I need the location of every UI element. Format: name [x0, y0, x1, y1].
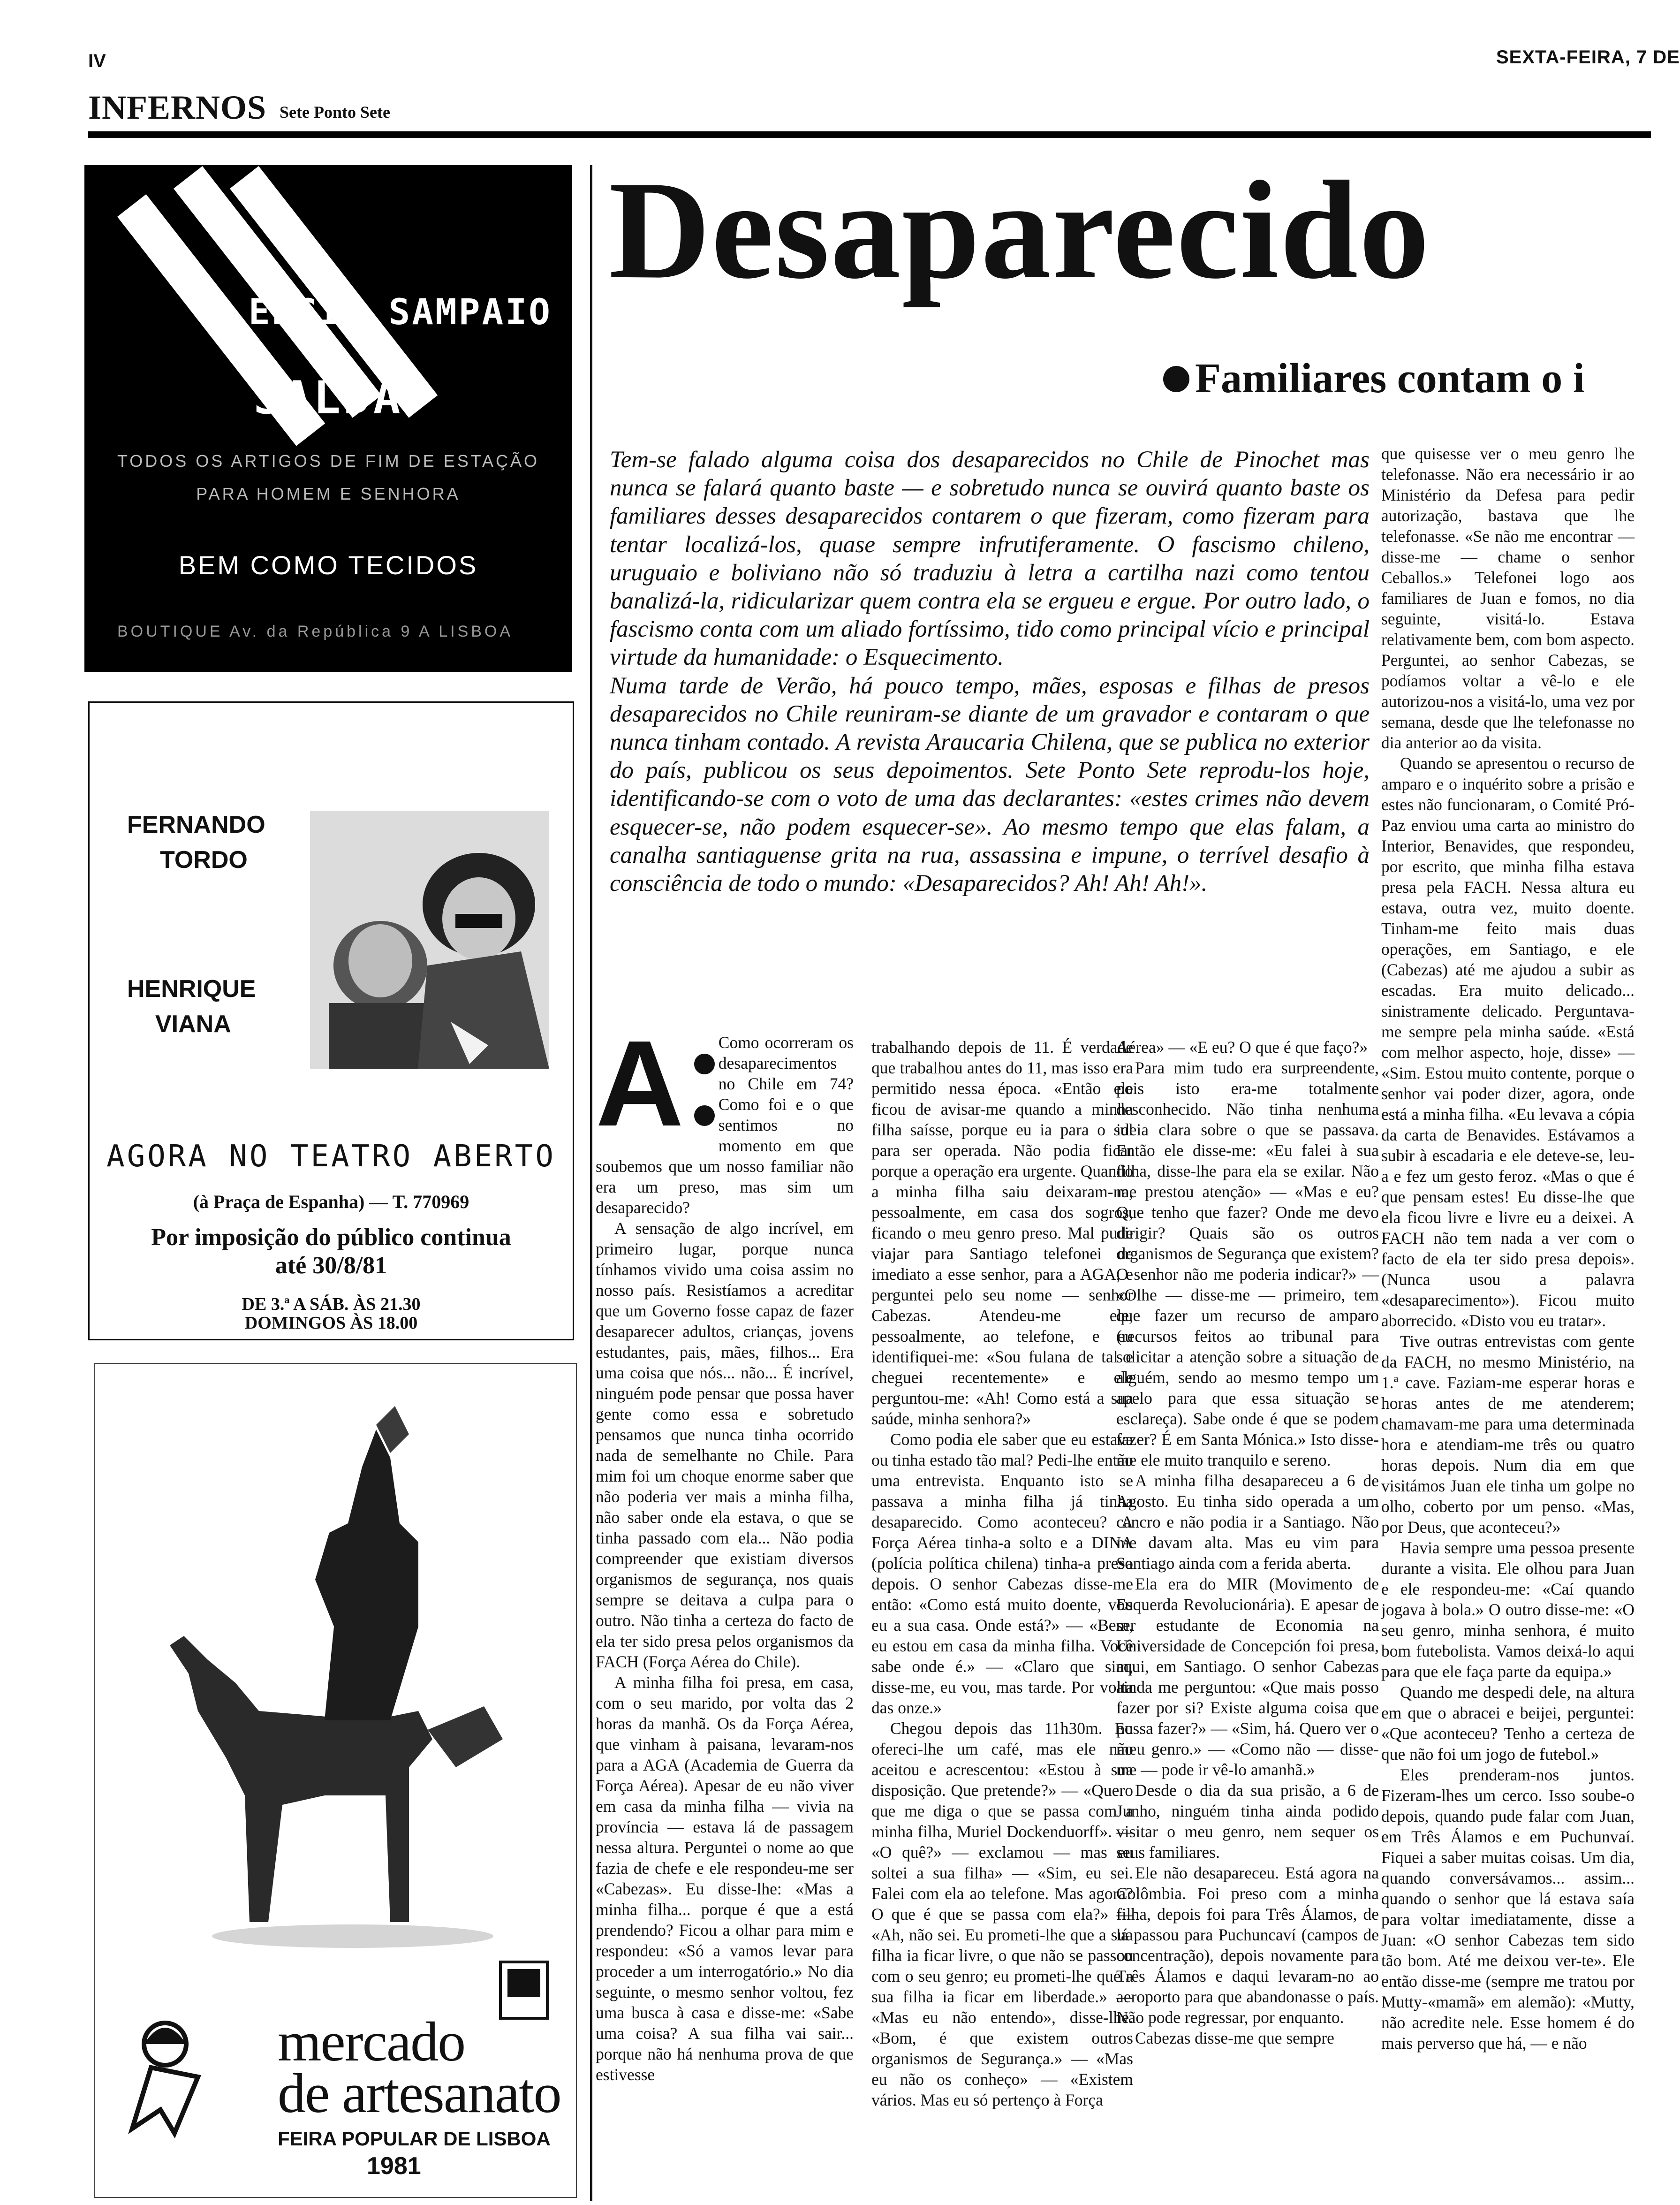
ad-mercado: [94, 1363, 577, 2198]
article-paragraph: A minha filha desapareceu a 6 de Agosto. Eu tinha sido operada a um cancro e não podia ir a Santiago. Não me davam alta. Mas eu vim para Santiago ainda com a ferida aberta.: [1116, 1471, 1379, 1573]
section-subtitle: Sete Ponto Sete: [280, 103, 390, 122]
ad-line: PARA HOMEM E SENHORA: [196, 484, 461, 503]
article-column-2: [871, 1037, 1133, 2110]
colon-icon: [690, 1041, 719, 1139]
show-times: DE 3.ª A SÁB. ÀS 21.30: [242, 1294, 421, 1314]
ad-title: de artesanato: [278, 2062, 561, 2124]
bullet-icon: [1163, 366, 1189, 392]
article-paragraph: Ela era do MIR (Movimento de Esquerda Revolucionária). E apesar de ser estudante de Economia na Universidade de Concepción foi presa, aqui, em Santiago. O senhor Cabezas ainda me perguntou: «Que mais posso fazer por si? Existe alguma coisa que possa fazer?» — «Sim, há. Quero ver o meu genro.» — «Como não — disse-me — pode ir vê-lo amanhã.»: [1116, 1574, 1379, 1779]
article-paragraph: trabalhando depois de 11. É verdade que trabalhou antes do 11, mas isso era permitido nessa época. «Então ele ficou de avisar-me quando a minha filha saísse, porque eu ia para o sul para ser operada. Não podia ficar porque a operação era urgente. Quando a minha filha saiu deixaram-na, pessoalmente, em casa dos sogros, ficando o meu genro preso. Mal pude viajar para Santiago telefonei de imediato a esse senhor, para a AGA, e perguntei pelo seu nome — senhor Cabezas. Atendeu-me ele, pessoalmente, ao telefone, e eu identifiquei-me: «Sou fulana de tal e cheguei recentemente» e ele perguntou-me: «Ah! Como está a sua saúde, minha senhora?»: [871, 1038, 1133, 1428]
top-rule: [88, 131, 1651, 138]
performer-name: TORDO: [160, 846, 248, 874]
article-paragraph: Tive outras entrevistas com gente da FACH, no mesmo Ministério, na 1.ª cave. Faziam-me esperar horas e horas antes de me atenderem; chamavam-me para uma determinada hora e atendiam-me três ou quatro horas depois. Num dia em que visitámos Juan ele tinha um golpe no olho, coberto por um penso. «Mas, por Deus, que aconteceu?»: [1381, 1332, 1635, 1536]
section-title: INFERNOS: [88, 89, 267, 126]
page-number: IV: [88, 51, 106, 71]
performers-photo: [310, 811, 549, 1069]
show-times: DOMINGOS ÀS 18.00: [244, 1313, 418, 1333]
ad-title: SALDA: [253, 372, 403, 424]
article-paragraph: Como podia ele saber que eu estava ou tinha estado tão mal? Pedi-lhe então uma entrevista. Enquanto isto se passava a minha filha já tinha desaparecido. Como aconteceu? A Força Aérea tinha-a solto e a DINA (polícia política chilena) tinha-a preso depois. O senhor Cabezas disse-me então: «Como está muito doente, vou eu a sua casa. Onde está?» — «Bem, eu estou em casa da minha filha. Você sabe onde é.» — «Claro que sim, disse-me, eu vou, mas tarde. Por volta das onze.»: [871, 1430, 1133, 1717]
ceramic-horse-illustration: [128, 1383, 550, 1969]
article-paragraph: Cabezas disse-me que sempre: [1135, 2029, 1334, 2047]
article-subhead: [1163, 354, 1585, 403]
ad-teatro: [88, 701, 574, 1340]
article-paragraph: A sensação de algo incrível, em primeiro lugar, porque nunca tínhamos vivido uma coisa assim no nosso país. Resistíamos a acreditar que um Governo fosse capaz de fazer desaparecer adultos, crianças, jovens estudantes, pais, mães, filhos... Era uma coisa que nós... não... É incrível, ninguém pode pensar que possa haver gente como essa e sobretudo pensamos que nunca tinha ocorrido nada de semelhante no Chile. Para mim foi um choque enorme saber que não poderia ver mais a minha filha, não saber onde ela estava, o que se tinha passado com ela... Não podia compreender que existiam diversos organismos de segurança, nos quais sempre se deitava a culpa para o outro. Não tinha a certeza do facto de ela ter sido presa pelos organismos da FACH (Força Aérea do Chile).: [596, 1219, 854, 1671]
column-rule: [590, 165, 592, 2201]
ad-address: BOUTIQUE Av. da República 9 A LISBOA: [117, 623, 514, 640]
article-paragraph: que quisesse ver o meu genro lhe telefonasse. Não era necessário ir ao Ministério da Defesa para pedir autorização, bastava que lhe telefonasse. «Se não me encontrar — disse-me — chame o senhor Ceballos.» Telefonei logo aos familiares de Juan e fomos, no dia seguinte, visitá-lo. Estava relativamente bem, com bom aspecto. Perguntei, ao senhor Cabezas, se podíamos voltar a vê-lo e ele autorizou-nos a visitá-lo, uma vez por semana, desde que lhe telefonasse no dia anterior ao da visita.: [1381, 444, 1635, 752]
venue-title: AGORA NO TEATRO ABERTO: [106, 1139, 556, 1174]
ad-line: TODOS OS ARTIGOS DE FIM DE ESTAÇÃO: [117, 451, 540, 471]
article-paragraph: Quando me despedi dele, na altura em que o abracei e beijei, perguntei: «Que aconteceu? Tenho a certeza de que não foi um jogo de futebol.»: [1381, 1683, 1635, 1764]
run-notice: Por imposição do público continua: [151, 1224, 511, 1251]
article-headline: Desaparecido: [609, 152, 1430, 308]
page-date: SEXTA-FEIRA, 7 DE: [1496, 47, 1680, 68]
drop-cap: A: [596, 1016, 684, 1152]
performer-name: FERNANDO: [127, 811, 265, 838]
performer-name: VIANA: [155, 1011, 231, 1038]
article-paragraph: Como ocorreram os desaparecimentos no Chile em 74? Como foi e o que sentimos no momento em que soubemos que um nosso familiar não era um preso, mas sim um desaparecido?: [596, 1033, 854, 1217]
article-paragraph: Aérea» — «E eu? O que é que faço?»: [1116, 1038, 1368, 1057]
intro-paragraph: Numa tarde de Verão, há pouco tempo, mães, esposas e filhas de presos desaparecidos no Chile reuniram-se diante de um gravador e contaram o que nunca tinham contado. A revista Araucaria Chilena, que se publica no exterior do país, publicou os seus depoimentos. Sete Ponto Sete reprodu-los hoje, identificando-se com o voto de uma das declarantes: «estes crimes não devem esquecer-se, não podem esquecer-se». Ao mesmo tempo que elas falam, a canalha santiaguense grita na rua, assassina e impune, o terrível desafio à consciência de todo o mundo: «Desaparecidos? Ah! Ah! Ah!».: [610, 672, 1370, 897]
fair-logo-icon: [118, 2016, 212, 2138]
article-column-4: [1381, 443, 1635, 2053]
article-paragraph: Chegou depois das 11h30m. Eu ofereci-lhe um café, mas ele não aceitou e acrescentou: «Estou à sua disposição. Que pretende?» — «Quero que me diga o que se passa com a minha filha, Muriel Dockenduorff». — «O quê?» — exclamou — mas eu soltei a sua filha» — «Sim, eu sei. Falei com ela ao telefone. Mas agora? O que é que se passa com ela?» — «Ah, não sei. Eu prometi-lhe que a sua filha ia ficar livre, o que não se passou com o seu genro; eu prometi-lhe que a sua filha ia ficar em liberdade.» — «Mas eu não entendo», disse-lhe. «Bom, é que existem outros organismos de Segurança.» — «Mas eu não os conheço» — «Existem vários. Mas eu só pertenço à Força: [871, 1719, 1133, 2109]
run-notice: até 30/8/81: [275, 1252, 387, 1279]
ad-brand-name: ERGIO SAMPAIO: [249, 291, 552, 333]
article-paragraph: Para mim tudo era surpreendente, pois isto era-me totalmente desconhecido. Não tinha nenhuma ideia clara sobre o que se passava. Então ele disse-me: «Eu falei à sua filha, disse-lhe para ela se exilar. Não me prestou atenção» — «Mas e eu? Que tenho que fazer? Onde me devo dirigir? Quais são os outros organismos de Segurança que existem? O senhor não me poderia indicar?» — «Olhe — disse-me — primeiro, tem que fazer um recurso de amparo (recursos feitos ao tribunal para solicitar a atenção sobre a situação de alguém, sendo ao mesmo tempo um apelo para que essa situação se esclareça). Sabe onde é que se podem fazer? É em Santa Mónica.» Isto disse-me ele muito tranquilo e sereno.: [1116, 1058, 1379, 1469]
ad-line: BEM COMO TECIDOS: [178, 550, 478, 580]
article-subhead-text: Familiares contam o i: [1195, 355, 1585, 402]
intro-paragraph: Tem-se falado alguma coisa dos desaparecidos no Chile de Pinochet mas nunca se falará quanto baste — e sobretudo nunca se ouvirá quanto baste os familiares desses desaparecidos contarem o que fizeram, como fizeram para tentar localizá-los, quase sempre infrutiferamente. O fascismo chileno, uruguaio e boliviano não só traduziu à letra a cartilha nazi como tentou banalizá-la, ridicularizar quem contra ela se ergueu e ergue. Por outro lado, o fascismo conta com um aliado fortíssimo, tido como principal vício e principal virtude da humanidade: o Esquecimento.: [610, 447, 1370, 671]
article-column-1: [596, 1016, 854, 2085]
article-paragraph: Eles prenderam-nos juntos. Fizeram-lhes um cerco. Isso soube-o depois, quando pude falar com Juan, em Três Álamos e em Puchunvaí. Fiquei a saber muitas coisas. Um dia, quando conversávamos... assim... quando o senhor que lá estava saía para voltar imediatamente, disse a Juan: «O senhor Cabezas tem sido tão bom. Até me deixou ver-te». Ele então disse-me (sempre me tratou por Mutty-«mamã» em alemão): «Mutty, não acredite nele. Esse homem é do mais perverso que há, — e não: [1381, 1765, 1635, 2053]
brand-logo-icon: [117, 189, 324, 367]
ad-title: mercado: [278, 2010, 465, 2073]
article-paragraph: A minha filha foi presa, em casa, com o seu marido, por volta das 2 horas da manhã. Os da Força Aérea, que vinham à paisana, levaram-nos para a AGA (Academia de Guerra da Força Aérea). Apesar de eu não viver em casa da minha filha — vivia na província — estava lá de passagem nessa altura. Perguntei o nome ao que fazia de chefe e ele respondeu-me ser «Cabezas». Eu disse-lhe: «Mas a minha filha... porque é que a está prendendo? Ficou a olhar para mim e respondeu: «Só a vamos levar para proceder a um interrogatório.» No dia seguinte, o mesmo senhor voltou, fez uma busca à casa e disse-me: «Sabe uma coisa? A sua filha vai sair... porque não há nenhuma prova de que estivesse: [596, 1673, 854, 2084]
feira-popular-badge-icon: [498, 1960, 550, 2021]
ad-year: 1981: [367, 2152, 421, 2180]
ad-subtitle: FEIRA POPULAR DE LISBOA: [278, 2128, 551, 2150]
article-column-3: [1116, 1037, 1379, 2048]
ad-salda: [84, 165, 572, 672]
venue-address: (à Praça de Espanha) — T. 770969: [193, 1191, 469, 1212]
article-intro: [610, 446, 1370, 897]
article-paragraph: Quando se apresentou o recurso de amparo e o inquérito sobre a prisão e estes não funcionaram, o Comité Pró-Paz enviou uma carta ao ministro do Interior, Benavides, que respondeu, por escrito, que minha filha estava presa pela FACH. Nessa altura eu estava, outra vez, muito doente. Tinham-me feito mais duas operações, em Santiago, e ele (Cabezas) até me ajudou a subir as escadas. Era muito delicado... sinistramente delicado. Perguntava-me sempre pela minha saúde. «Está com melhor aspecto, hoje, disse» — «Sim. Estou muito contente, porque o senhor vai poder dizer, agora, onde está a minha filha. «Eu levava a cópia da carta de Benavides. Estávamos a subir à escadaria e ele deteve-se, leu-a e fez um gesto feroz. «Mas o que é que pensam estes! Eu disse-lhe que ela ficou livre e livre eu a deixei. A FACH não tem nada a ver com o facto de ela ter sido presa depois». (Nunca usou a palavra «desaparecimento»). Ficou muito aborrecido. «Disto vou eu tratar».: [1381, 754, 1635, 1330]
article-paragraph: Ele não desapareceu. Está agora na Colômbia. Foi preso com a minha filha, depois foi para Três Álamos, de lá passou para Puchuncaví (campos de concentração), depois novamente para Três Álamos e daqui levaram-no ao aeroporto para que abandonasse o país. Não pode regressar, por enquanto.: [1116, 1863, 1379, 2027]
article-paragraph: Havia sempre uma pessoa presente durante a visita. Ele olhou para Juan e ele respondeu-me: «Caí quando jogava à bola.» O outro disse-me: «O seu genro, minha senhora, é muito bom futebolista. Vamos deixá-lo aqui para que ele faça parte da equipa.»: [1381, 1538, 1635, 1681]
article-paragraph: Desde o dia da sua prisão, a 6 de Junho, ninguém tinha ainda podido visitar o meu genro, nem sequer os seus familiares.: [1116, 1781, 1379, 1862]
performer-name: HENRIQUE: [127, 975, 256, 1003]
